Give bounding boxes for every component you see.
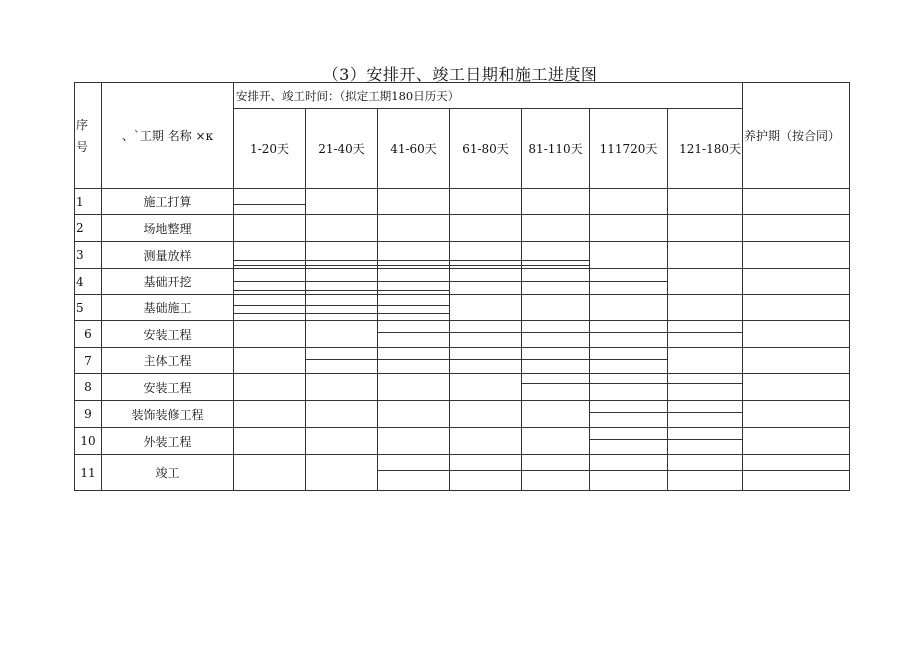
- row-number: 9: [75, 401, 102, 428]
- schedule-cell: [590, 428, 668, 455]
- schedule-cell: [590, 321, 668, 348]
- maintenance-cell: [743, 374, 850, 401]
- schedule-cell: [522, 348, 590, 374]
- row-task: 测量放样: [102, 242, 234, 269]
- header-arrange: [234, 83, 743, 109]
- progress-bar: [522, 332, 589, 333]
- progress-bar: [590, 281, 667, 282]
- schedule-cell: [668, 348, 743, 374]
- schedule-cell: [378, 189, 450, 215]
- page-title: （3）安排开、竣工日期和施工进度图: [322, 65, 598, 84]
- row-task: 施工打算: [102, 189, 234, 215]
- schedule-cell: [450, 295, 522, 321]
- schedule-cell: [234, 348, 306, 374]
- row-task: 外装工程: [102, 428, 234, 455]
- schedule-cell: [522, 401, 590, 428]
- row-number: 3: [75, 242, 102, 269]
- progress-bar: [306, 281, 377, 282]
- progress-bar: [522, 281, 589, 282]
- maintenance-cell: [743, 428, 850, 455]
- row-task: 装饰装修工程: [102, 401, 234, 428]
- progress-bar: [522, 470, 589, 471]
- table-row: [75, 242, 850, 269]
- progress-bar: [378, 265, 449, 266]
- header-range-6: 111720天: [590, 109, 668, 189]
- progress-bar: [522, 265, 589, 266]
- table-row: [75, 295, 850, 321]
- schedule-cell: [590, 374, 668, 401]
- schedule-cell: [306, 401, 378, 428]
- progress-bar: [306, 290, 377, 291]
- header-seq-label: 序 号: [76, 117, 89, 154]
- schedule-cell: [378, 455, 450, 491]
- schedule-cell: [590, 295, 668, 321]
- table-row: [75, 374, 850, 401]
- schedule-cell: [234, 269, 306, 295]
- header-range-2: 21-40天: [306, 109, 378, 189]
- schedule-table: [74, 82, 850, 491]
- header-range-3: 41-60天: [378, 109, 450, 189]
- schedule-cell: [378, 321, 450, 348]
- progress-bar: [378, 290, 449, 291]
- schedule-cell: [522, 295, 590, 321]
- schedule-cell: [450, 374, 522, 401]
- table-row: [75, 321, 850, 348]
- progress-bar: [668, 383, 742, 384]
- header-range-5: 81-110天: [522, 109, 590, 189]
- row-number: 8: [75, 374, 102, 401]
- progress-bar: [378, 359, 449, 360]
- schedule-cell: [522, 215, 590, 242]
- progress-bar: [668, 470, 742, 471]
- progress-bar: [668, 412, 742, 413]
- row-number: 10: [75, 428, 102, 455]
- schedule-cell: [522, 242, 590, 269]
- progress-bar: [590, 359, 667, 360]
- schedule-cell: [234, 321, 306, 348]
- table-row: [75, 348, 850, 374]
- schedule-cell: [234, 428, 306, 455]
- row-task: 安装工程: [102, 321, 234, 348]
- schedule-cell: [522, 269, 590, 295]
- row-task: 安装工程: [102, 374, 234, 401]
- schedule-cell: [234, 242, 306, 269]
- row-task: 场地整理: [102, 215, 234, 242]
- schedule-cell: [590, 242, 668, 269]
- schedule-cell: [306, 374, 378, 401]
- schedule-cell: [450, 428, 522, 455]
- schedule-cell: [306, 295, 378, 321]
- schedule-cell: [668, 428, 743, 455]
- progress-bar: [378, 470, 449, 471]
- progress-bar: [378, 332, 449, 333]
- row-number: 4: [75, 269, 102, 295]
- schedule-cell: [306, 242, 378, 269]
- header-range-1: 1-20天: [234, 109, 306, 189]
- schedule-cell: [450, 348, 522, 374]
- schedule-cell: [234, 374, 306, 401]
- progress-bar: [306, 313, 377, 314]
- row-task: 主体工程: [102, 348, 234, 374]
- table-row: [75, 189, 850, 215]
- schedule-cell: [668, 374, 743, 401]
- schedule-cell: [234, 215, 306, 242]
- row-task: 基础施工: [102, 295, 234, 321]
- row-number: 6: [75, 321, 102, 348]
- schedule-cell: [668, 189, 743, 215]
- schedule-cell: [590, 189, 668, 215]
- schedule-cell: [522, 455, 590, 491]
- maintenance-cell: [743, 348, 850, 374]
- progress-bar: [378, 305, 449, 306]
- row-number: 7: [75, 348, 102, 374]
- progress-bar: [450, 470, 521, 471]
- schedule-cell: [378, 295, 450, 321]
- schedule-cell: [668, 401, 743, 428]
- progress-bar: [306, 260, 377, 261]
- maintenance-cell: [743, 321, 850, 348]
- progress-bar: [590, 412, 667, 413]
- progress-bar: [522, 260, 589, 261]
- row-number: 2: [75, 215, 102, 242]
- schedule-cell: [378, 428, 450, 455]
- schedule-cell: [306, 321, 378, 348]
- progress-bar: [378, 260, 449, 261]
- schedule-cell: [668, 215, 743, 242]
- schedule-cell: [450, 215, 522, 242]
- header-maintenance-label: 养护期（按合同）: [744, 129, 841, 143]
- progress-bar: [234, 305, 305, 306]
- schedule-cell: [306, 455, 378, 491]
- header-maintenance: [743, 83, 850, 189]
- progress-bar: [590, 383, 667, 384]
- header-name-label: 、ˋ工期 名称 ×κ: [121, 129, 214, 143]
- schedule-cell: [306, 189, 378, 215]
- progress-bar: [450, 281, 521, 282]
- progress-bar: [234, 281, 305, 282]
- maintenance-cell: [743, 401, 850, 428]
- row-number: 11: [75, 455, 102, 491]
- schedule-cell: [668, 295, 743, 321]
- progress-bar: [590, 332, 667, 333]
- schedule-cell: [450, 269, 522, 295]
- progress-bar: [668, 332, 742, 333]
- progress-bar: [743, 470, 849, 471]
- table-row: [75, 215, 850, 242]
- schedule-cell: [378, 374, 450, 401]
- row-task: 基础开挖: [102, 269, 234, 295]
- maintenance-cell: [743, 215, 850, 242]
- table-row: [75, 401, 850, 428]
- row-number: 1: [75, 189, 102, 215]
- progress-bar: [450, 260, 521, 261]
- header-range-7: 121-180天: [668, 109, 743, 189]
- progress-bar: [450, 332, 521, 333]
- schedule-cell: [234, 455, 306, 491]
- progress-bar: [234, 204, 305, 205]
- schedule-cell: [450, 321, 522, 348]
- progress-bar: [306, 359, 377, 360]
- progress-bar: [590, 470, 667, 471]
- progress-bar: [378, 313, 449, 314]
- schedule-cell: [590, 348, 668, 374]
- schedule-cell: [668, 242, 743, 269]
- schedule-cell: [522, 374, 590, 401]
- table-row: [75, 269, 850, 295]
- header-arrange-label: 安排开、竣工时间：（拟定工期180日历天）: [236, 88, 460, 103]
- schedule-cell: [590, 401, 668, 428]
- progress-bar: [450, 265, 521, 266]
- schedule-cell: [450, 455, 522, 491]
- header-name: [102, 83, 234, 189]
- schedule-cell: [306, 215, 378, 242]
- progress-bar: [450, 359, 521, 360]
- schedule-cell: [522, 428, 590, 455]
- schedule-cell: [668, 321, 743, 348]
- row-task: 竣工: [102, 455, 234, 491]
- maintenance-cell: [743, 295, 850, 321]
- progress-bar: [234, 313, 305, 314]
- schedule-cell: [590, 269, 668, 295]
- schedule-cell: [450, 242, 522, 269]
- header-range-4: 61-80天: [450, 109, 522, 189]
- progress-bar: [522, 383, 589, 384]
- header-seq: [75, 83, 102, 189]
- schedule-cell: [522, 189, 590, 215]
- schedule-cell: [378, 269, 450, 295]
- schedule-cell: [378, 401, 450, 428]
- schedule-cell: [306, 428, 378, 455]
- schedule-cell: [234, 295, 306, 321]
- schedule-cell: [590, 455, 668, 491]
- table-row: [75, 455, 850, 491]
- progress-bar: [590, 439, 667, 440]
- maintenance-cell: [743, 269, 850, 295]
- schedule-cell: [450, 401, 522, 428]
- schedule-cell: [378, 242, 450, 269]
- schedule-cell: [306, 348, 378, 374]
- progress-bar: [234, 290, 305, 291]
- maintenance-cell: [743, 189, 850, 215]
- row-number: 5: [75, 295, 102, 321]
- schedule-cell: [306, 269, 378, 295]
- maintenance-cell: [743, 455, 850, 491]
- progress-bar: [306, 305, 377, 306]
- schedule-cell: [234, 401, 306, 428]
- schedule-cell: [234, 189, 306, 215]
- progress-bar: [378, 281, 449, 282]
- schedule-cell: [668, 269, 743, 295]
- schedule-cell: [378, 215, 450, 242]
- progress-bar: [668, 439, 742, 440]
- schedule-cell: [378, 348, 450, 374]
- table-row: [75, 428, 850, 455]
- schedule-cell: [668, 455, 743, 491]
- schedule-cell: [522, 321, 590, 348]
- progress-bar: [522, 359, 589, 360]
- progress-bar: [234, 260, 305, 261]
- schedule-cell: [450, 189, 522, 215]
- progress-bar: [234, 265, 305, 266]
- progress-bar: [306, 265, 377, 266]
- maintenance-cell: [743, 242, 850, 269]
- schedule-cell: [590, 215, 668, 242]
